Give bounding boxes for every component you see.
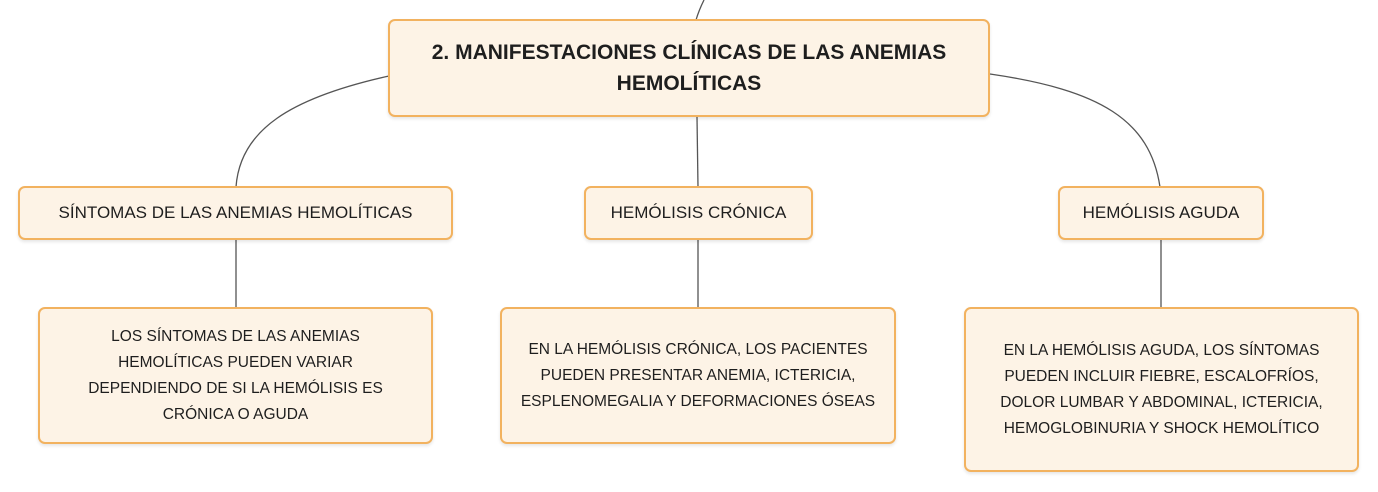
connector-root-to-aguda: [990, 74, 1160, 187]
connector-parent-to-root: [696, 0, 704, 20]
detail-hemolisis-cronica[interactable]: [500, 307, 896, 444]
root-topic[interactable]: [388, 19, 990, 117]
detail-hemolisis-cronica-text: EN LA HEMÓLISIS CRÓNICA, LOS PACIENTES PUEDEN PRESENTAR ANEMIA, ICTERICIA, ESPLENOMEGALIA Y DEFORMACIONES ÓSEAS: [520, 340, 876, 410]
root-topic-label: 2. MANIFESTACIONES CLÍNICAS DE LAS ANEMIAS HEMOLÍTICAS: [431, 41, 947, 95]
topic-hemolisis-aguda-label: HEMÓLISIS AGUDA: [1082, 203, 1240, 222]
topic-hemolisis-cronica[interactable]: [584, 186, 813, 240]
topic-sintomas-label: SÍNTOMAS DE LAS ANEMIAS HEMOLÍTICAS: [58, 203, 413, 222]
detail-hemolisis-aguda-text: EN LA HEMÓLISIS AGUDA, LOS SÍNTOMAS PUEDEN INCLUIR FIEBRE, ESCALOFRÍOS, DOLOR LUMBAR Y ABDOMINAL, ICTERICIA, HEMOGLOBINURIA Y SHOCK HEMOLÍTICO: [1000, 341, 1323, 437]
topic-sintomas[interactable]: [18, 186, 453, 240]
connector-root-to-sintomas: [236, 76, 389, 187]
topic-hemolisis-cronica-label: HEMÓLISIS CRÓNICA: [610, 203, 787, 222]
detail-hemolisis-aguda[interactable]: [964, 307, 1359, 472]
detail-sintomas-text: LOS SÍNTOMAS DE LAS ANEMIAS HEMOLÍTICAS PUEDEN VARIAR DEPENDIENDO DE SI LA HEMÓLISIS ES CRÓNICA O AGUDA: [88, 327, 383, 423]
connector-root-to-cronica: [697, 117, 698, 187]
topic-hemolisis-aguda[interactable]: [1058, 186, 1264, 240]
detail-sintomas[interactable]: [38, 307, 433, 444]
